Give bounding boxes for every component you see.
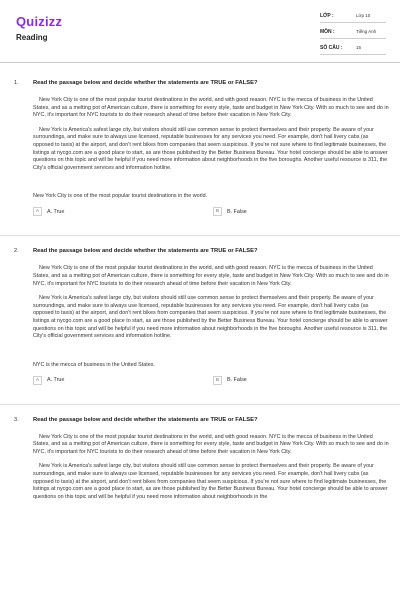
answer-options <box>33 207 389 219</box>
meta-value: Lớp 10 <box>356 13 371 18</box>
option-label: B. False <box>227 377 247 384</box>
question-body <box>33 80 389 219</box>
passage-paragraph: New York is America's safest large city, but visitors should still use common sense to protect themselves and their property. Be aware of your surroundings, and make sure to always use licensed, reputable businesses for any services you need. For example, don't hail livery cabs (as opposed to taxis) at the airport, and don't rent bikes from companies that seem suspicious. If you're not sure where to find legitimate businesses, the listings at nycgo.com are a good place to start, as are those published by the Better Business Bureau. Your hotel concierge should be able to answer questions on this topic and will be helpful if you need more information about neighborhoods in the five boroughs. Another useful resource is 311, the City's official government services and information hotline. <box>33 295 388 340</box>
option-letter-box: B <box>213 207 222 216</box>
meta-label: LỚP : <box>320 13 334 19</box>
question-body <box>33 417 389 502</box>
meta-label: MÔN : <box>320 29 335 35</box>
meta-underline <box>320 22 386 23</box>
question-instruction: Read the passage below and decide whether the statements are TRUE or FALSE? <box>33 80 258 86</box>
worksheet-title: Reading <box>16 33 48 42</box>
option-letter-box: B <box>213 376 222 385</box>
questions-list <box>0 80 400 508</box>
option-label: A. True <box>47 208 65 215</box>
meta-underline <box>320 54 386 55</box>
question-statement: NYC is the mecca of business in the United States. <box>33 361 155 368</box>
passage-paragraph: New York is America's safest large city, but visitors should still use common sense to protect themselves and their property. Be aware of your surroundings, and make sure to always use licensed, reputable businesses for any services you need. For example, don't hail livery cabs (as opposed to taxis) at the airport, and don't rent bikes from companies that seem suspicious. If you're not sure where to find legitimate businesses, the listings at nycgo.com are a good place to start, as are those published by the Better Business Bureau. Your hotel concierge should be able to answer questions on this topic and will be helpful if you need more information about neighborhoods in the five boroughs. Another useful resource is 311, the City's official government services and information hotline. <box>33 126 388 171</box>
question-body <box>33 248 389 387</box>
passage-paragraph: New York City is one of the most popular tourist destinations in the world, and with good reason. NYC is the mecca of business in the United States, and as a melting pot of American culture, there is something for every style, taste and budget in New York City. With so much to see and do in NYC, it's important for NYC tourists to do their research ahead of time before their vacation in New York City. <box>33 97 389 119</box>
question-number: 2. <box>14 248 19 255</box>
meta-row-class <box>320 13 386 24</box>
question-instruction: Read the passage below and decide whether the statements are TRUE or FALSE? <box>33 416 258 423</box>
worksheet-header <box>0 0 400 63</box>
question-divider <box>0 404 400 405</box>
question-statement: New York City is one of the most popular tourist destinations in the world. <box>33 193 208 200</box>
meta-label: SỐ CÂU : <box>320 45 343 51</box>
option-a[interactable] <box>33 376 64 385</box>
question-instruction: Read the passage below and decide whether the statements are TRUE or FALSE? <box>33 248 258 255</box>
question-number: 1. <box>14 80 19 86</box>
question-2 <box>0 248 400 387</box>
option-letter-box: A <box>33 376 42 385</box>
question-1 <box>0 80 400 219</box>
option-label: A. True <box>47 377 65 384</box>
meta-row-subject <box>320 29 386 40</box>
option-label: B. False <box>227 208 247 215</box>
passage-paragraph: New York is America's safest large city, but visitors should still use common sense to protect themselves and their property. Be aware of your surroundings, and make sure to always use licensed, reputable businesses for any services you need. For example, don't hail livery cabs (as opposed to taxis) at the airport, and don't rent bikes from companies that seem suspicious. If you're not sure where to find legitimate businesses, the listings at nycgo.com are a good place to start, as are those published by the Better Business Bureau. Your hotel concierge should be able to answer questions on this topic and will be helpful if you need more information about neighborhoods in the <box>33 463 388 500</box>
question-divider <box>0 235 400 236</box>
meta-row-count <box>320 45 386 56</box>
option-b[interactable] <box>213 207 247 216</box>
meta-value: 15 <box>356 45 362 50</box>
passage-paragraph: New York City is one of the most popular tourist destinations in the world, and with good reason. NYC is the mecca of business in the United States, and as a melting pot of American culture, there is something for every style, taste and budget in New York City. With so much to see and do in NYC, it's important for NYC tourists to do their research ahead of time before their vacation in New York City. <box>33 433 389 455</box>
passage-paragraph: New York City is one of the most popular tourist destinations in the world, and with good reason. NYC is the mecca of business in the United States, and as a melting pot of American culture, there is something for every style, taste and budget in New York City. With so much to see and do in NYC, it's important for NYC tourists to do their research ahead of time before their vacation in New York City. <box>33 265 389 287</box>
question-3 <box>0 417 400 502</box>
meta-underline <box>320 38 386 39</box>
option-letter-box: A <box>33 207 42 216</box>
worksheet-meta <box>320 13 386 61</box>
meta-value: Tiếng Anh <box>356 29 377 34</box>
option-b[interactable] <box>213 376 247 385</box>
quizizz-logo: Quizizz <box>16 14 63 29</box>
option-a[interactable] <box>33 207 64 216</box>
answer-options <box>33 376 389 388</box>
question-number: 3. <box>14 416 19 423</box>
